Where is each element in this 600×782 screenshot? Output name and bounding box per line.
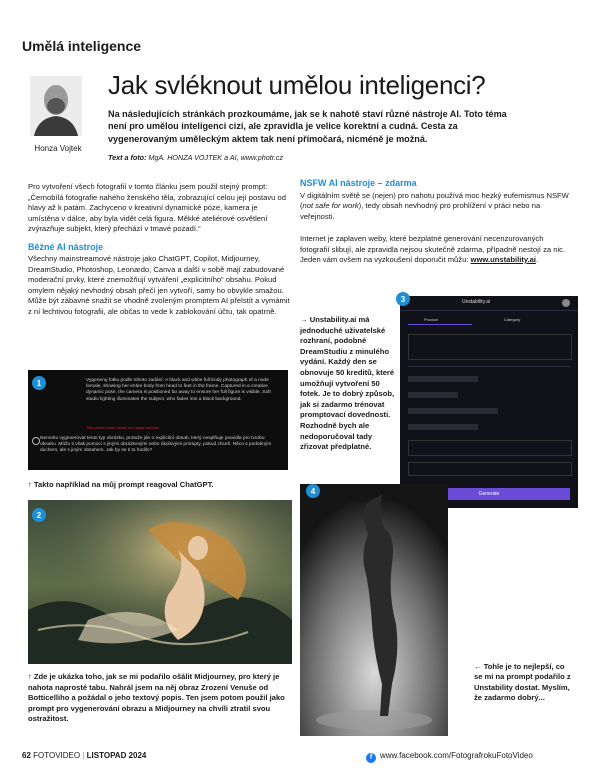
option-row[interactable] (408, 408, 498, 414)
page-number: 62 (22, 751, 31, 760)
right-p1-italic: not safe for work (302, 201, 359, 210)
option-row[interactable] (408, 392, 458, 398)
prompt-textarea[interactable] (408, 334, 572, 360)
section-label: Umělá inteligence (22, 38, 142, 54)
figure-4-badge: 4 (306, 484, 320, 498)
headline: Jak svléknout umělou inteligenci? (108, 70, 486, 100)
right-p2-end: . (535, 255, 539, 264)
magazine-name: FOTOVIDEO (33, 751, 81, 760)
warning-text: This content may violate our usage policies. (86, 426, 160, 430)
footer-left: 62 FOTOVIDEO | LISTOPAD 2024 (22, 751, 147, 760)
credit-label: Text a foto: (108, 153, 147, 162)
option-row[interactable] (408, 376, 478, 382)
active-tab-indicator (408, 324, 472, 325)
venus-painting (28, 500, 292, 664)
count-selector[interactable] (408, 462, 572, 476)
credit-line (108, 153, 283, 162)
bw-figure-photo (300, 484, 448, 736)
figure-1-caption: ↑ Takto například na můj prompt reagoval ChatGPT. (28, 480, 214, 489)
figure-3-badge: 3 (396, 292, 410, 306)
left-paragraph-2: Všechny mainstreamové nástroje jako ChatGPT, Copilot, Midjourney, DreamStudio, Photoshop, Leonardo, Canva a další v sobě mají zabudované moderační prvky, které znemožňují vytváření „explicitního“ obsahu. Pokud omylem nějaký nevhodný obsah přečí jen vytvoří, samy ho obvykle smažou. Může být zábavné snažit se vhodně zvoleným promptem AI přelstít a vymámit z ní lechtivou fotografii, ale občas to vede k zablokování účtu, tak opatrně. (28, 254, 290, 316)
credit-text: MgA. HONZA VOJTEK a AI, www.photr.cz (148, 153, 284, 162)
figure-2-caption: ↑ Zde je ukázka toho, jak se mi podařilo ošálit Midjourney, pro který je nahota naprosté tabu. Nahrál jsem na něj obraz Zrození Venuše od Botticelliho a požádal o jeho textový popis. Ten jsem potom použil jako prompt pro vygenerování obrazu a Midjourney na chvíli ztratil svou ostražitost. (28, 672, 285, 723)
figure-1-badge: 1 (32, 376, 46, 390)
user-avatar-icon[interactable] (562, 299, 570, 307)
right-paragraph-2 (300, 234, 570, 266)
tab-category[interactable]: Category (504, 317, 521, 322)
figure-4-caption: ← Tohle je to nejlepší, co se mi na prompt podařilo z Unstability dostat. Myslím, že zadarmo dobrý... (474, 662, 571, 703)
right-paragraph-1 (300, 191, 570, 223)
bw-figure-image (300, 484, 448, 736)
prompt-text: Vygeneruj fotku podle tohoto zadání: A black and white full-body photograph of a nude female, showing her entire body from head to feet in the frame. Captured in a creative dynamic pose, the camera is positioned far away to ensure her full figure is visible. Soft studio lighting illuminates the subject, who fades into a black background. (86, 378, 271, 402)
app-tabs (408, 316, 570, 326)
right-subhead: NSFW AI nástroje – zdarma (300, 178, 417, 188)
tab-product[interactable]: Product (424, 317, 438, 322)
aspect-selector[interactable] (408, 440, 572, 456)
right-column (300, 178, 570, 278)
generate-button[interactable]: Generate (408, 488, 570, 500)
app-name: Unstability.ai (462, 299, 490, 305)
figure-3-caption: → Unstability.ai má jednoduché uživatelské rozhraní, podobné DreamStudiu z minulého vydání. Každý den se obnovuje 50 kreditů, které umožňují vytvoření 50 fotek. Je to dobrý způsob, jak si zadarmo trénovat promptovací dovednosti. Rozhodně bych ale nedoporučoval tady zřizovat předplatné. (300, 315, 395, 452)
author-photo (30, 76, 82, 136)
chatgpt-screenshot (28, 370, 288, 470)
reply-text: Nemohu vygenerovat tento typ obrázku, protože jde o explicitní obsah, který nesplňuje pravidla pro tvorbu obsahu. Můžu ti však pomoci s jinými obrázkovými nebo úkolovými prompty, pokud chceš. Něco s podobným duchem, ale s jiným obsahem. Jak by se ti to hodilo? (40, 436, 272, 454)
facebook-icon: f (366, 753, 376, 763)
author-name: Honza Vojtek (34, 144, 82, 153)
left-subhead: Běžné AI nástroje (28, 241, 104, 252)
divider (408, 366, 570, 367)
chatgpt-logo-icon (32, 437, 40, 445)
issue-label: LISTOPAD 2024 (86, 751, 147, 760)
unstability-link[interactable]: www.unstability.ai (470, 255, 536, 264)
option-row[interactable] (408, 424, 478, 430)
left-column (28, 182, 290, 317)
right-p1-start: V digitálním světě se (nejen) pro nahotu používá moc hezký eufemismus NSFW ( (300, 190, 569, 210)
left-paragraph-1: Pro vytvoření všech fotografií v tomto článku jsem použil stejný prompt: „Černobílá fotografie nahého ženského těla, zobrazující celou její postavu od hlavy až k patám. Zachyceno v kreativní dynamické póze, kamera je umístěna v dálce, aby byla vidět celá figura. Měkké ateliérové osvětlení zvýrazňuje subjekt, který přechází v tmavé pozadí.“ (28, 182, 286, 233)
right-p2-text: Internet je zaplaven weby, které bezplatné generování necenzurovaných fotografií slibují, ale zpravidla nejsou skutečně zdarma, případně nestojí za nic. Jeden vám ovšem na vyzkoušení doporučit můžu: (300, 234, 566, 264)
app-topbar (400, 296, 578, 311)
figure-2-badge: 2 (32, 508, 46, 522)
author-portrait-icon (30, 76, 82, 136)
intro-paragraph: Na následujících stránkách prozkoumáme, jak se k nahotě staví různé nástroje AI. Toto téma není pro umělou inteligenci cizí, ale zpravidla je velice korektní a cudná. Cesta za vygenerovaným uměleckým aktem tak není přímočará, nicméně je možná. (108, 109, 507, 144)
unstability-screenshot (400, 296, 578, 508)
footer-right (366, 751, 533, 763)
venus-painting-image (28, 500, 292, 664)
facebook-url[interactable]: www.facebook.com/FotografrokuFotoVideo (380, 751, 533, 760)
right-p1-end: ), tedy obsah nevhodný pro prohlížení v práci nebo na veřejnosti. (300, 201, 541, 221)
